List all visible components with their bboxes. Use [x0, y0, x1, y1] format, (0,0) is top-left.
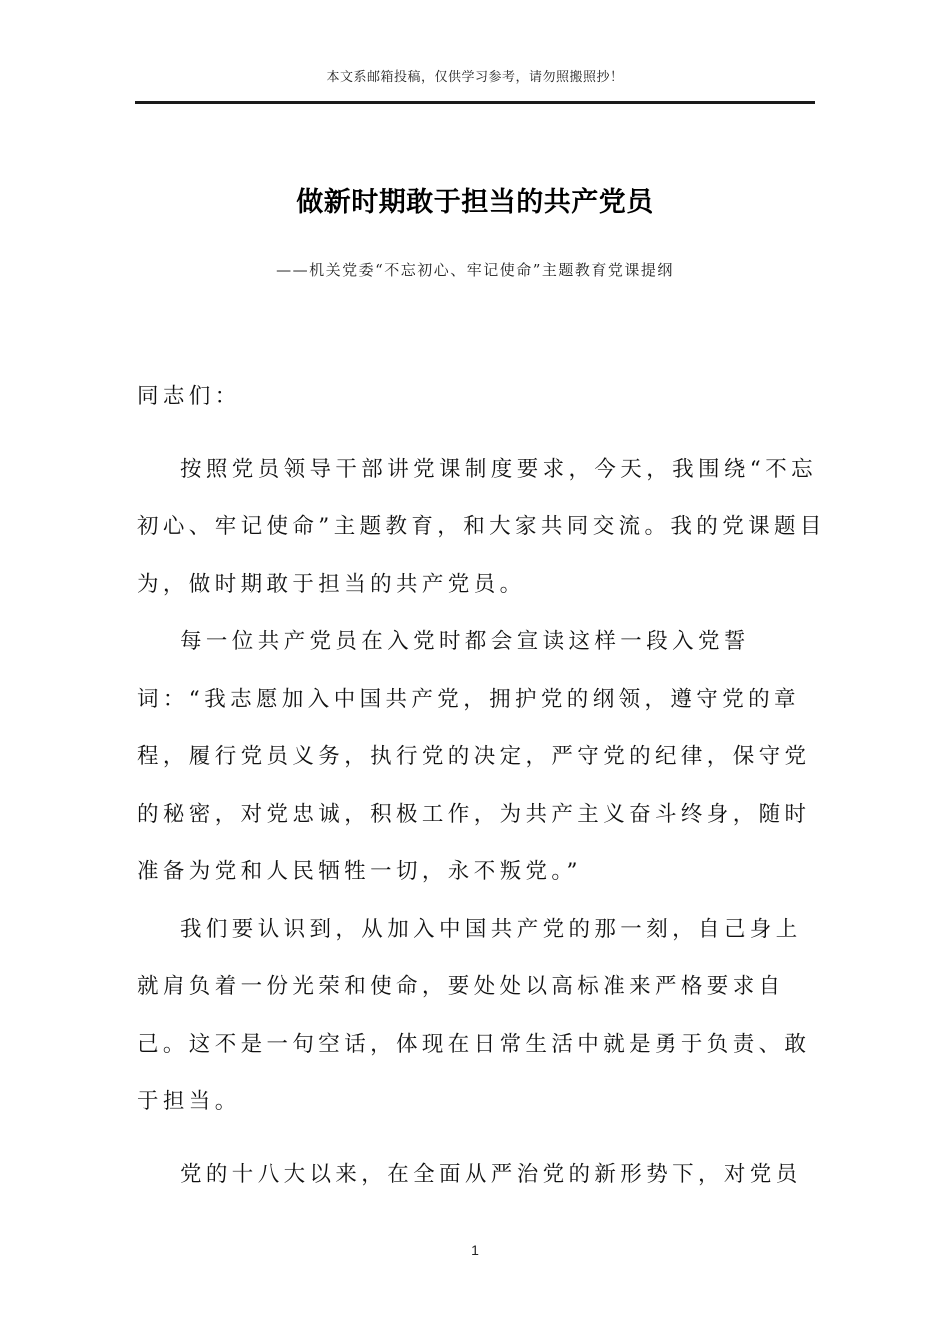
paragraph-4: 党的十八大以来，在全面从严治党的新形势下，对党员: [180, 1161, 802, 1187]
document-title: 做新时期敢于担当的共产党员: [296, 187, 654, 218]
page-number: 1: [471, 1242, 479, 1258]
paragraph-1: 按照党员领导干部讲党课制度要求，今天，我围绕“不忘初心、牢记使命”主题教育，和大家共同交流。我的党课题目为，做时期敢于担当的共产党员。: [137, 456, 826, 597]
header-divider: [135, 101, 815, 104]
greeting: 同志们：: [137, 384, 241, 409]
header-disclaimer: 本文系邮箱投稿，仅供学习参考，请勿照搬照抄！: [326, 70, 624, 85]
paragraph-2: 每一位共产党员在入党时都会宣读这样一段入党誓词：“我志愿加入中国共产党，拥护党的纲领，遵守党的章程，履行党员义务，执行党的决定，严守党的纪律，保守党的秘密，对党忠诚，积极工作，为共产主义奋斗终身，随时准备为党和人民牺牲一切，永不叛党。”: [137, 629, 811, 884]
document-subtitle: ——机关党委“不忘初心、牢记使命”主题教育党课提纲: [276, 261, 674, 279]
document-body: [137, 368, 827, 1203]
paragraph-3: 我们要认识到，从加入中国共产党的那一刻，自己身上就肩负着一份光荣和使命，要处处以高标准来严格要求自己。这不是一句空话，体现在日常生活中就是勇于负责、敢于担当。: [137, 916, 811, 1114]
